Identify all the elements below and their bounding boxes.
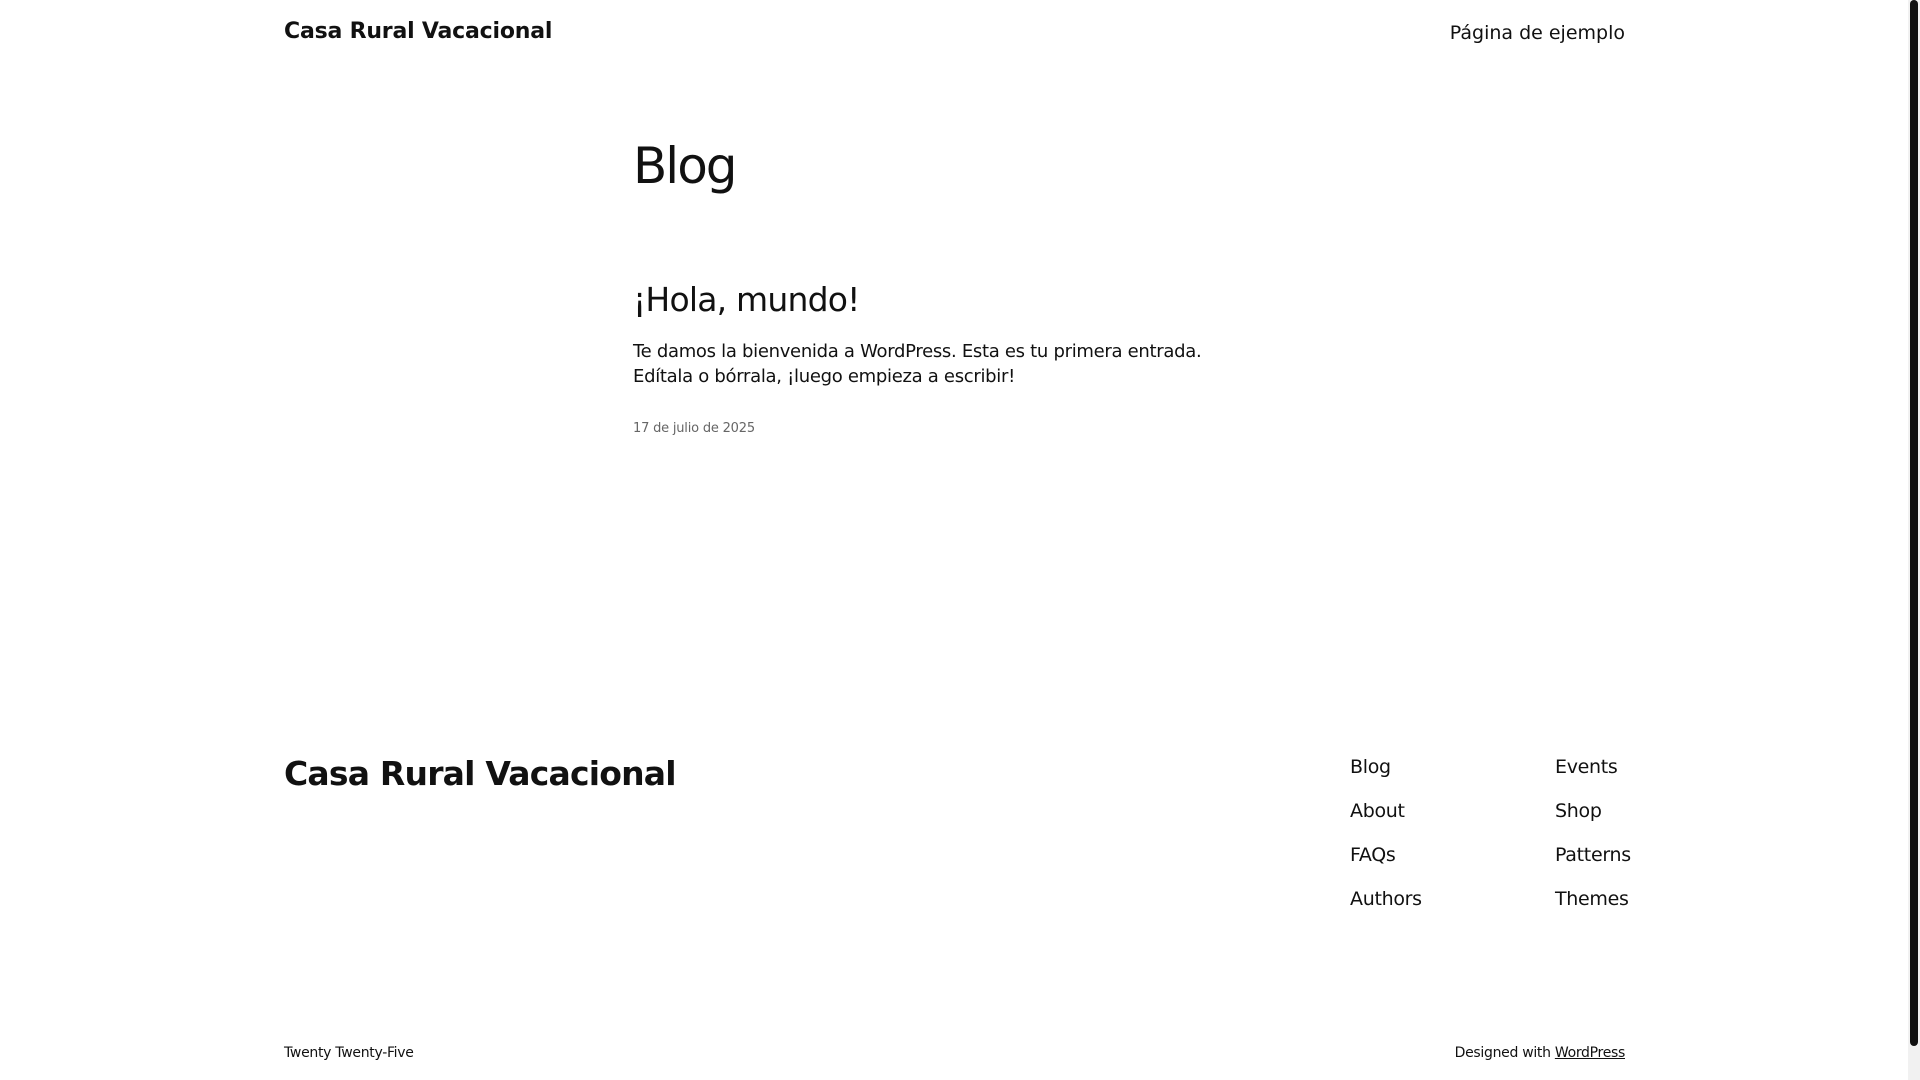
- scrollbar-thumb[interactable]: [1910, 0, 1918, 1046]
- designed-with-label: Designed with: [1454, 1045, 1551, 1061]
- footer-site-title-link[interactable]: Casa Rural Vacacional: [284, 754, 676, 793]
- page-title: Blog: [633, 137, 736, 195]
- footer-link-shop[interactable]: Shop: [1555, 800, 1602, 822]
- footer-link-blog[interactable]: Blog: [1350, 756, 1391, 778]
- site-title-link[interactable]: Casa Rural Vacacional: [284, 19, 553, 44]
- footer-link-about[interactable]: About: [1350, 800, 1405, 822]
- post-excerpt: Te damos la bienvenida a WordPress. Esta es tu primera entrada. Edítala o bórrala, ¡luego empieza a escribir!: [633, 341, 1202, 387]
- wordpress-link[interactable]: WordPress: [1554, 1045, 1625, 1061]
- footer-link-faqs[interactable]: FAQs: [1350, 844, 1396, 866]
- post-date-link[interactable]: 17 de julio de 2025: [633, 421, 755, 436]
- footer-link-authors[interactable]: Authors: [1350, 888, 1422, 910]
- footer-nav-column-2: [1555, 756, 1631, 910]
- vertical-scrollbar[interactable]: [1908, 0, 1920, 1080]
- footer-link-events[interactable]: Events: [1555, 756, 1618, 778]
- designed-with-credit: [1455, 1045, 1625, 1061]
- footer-nav-column-1: [1350, 756, 1422, 910]
- theme-credit: Twenty Twenty-Five: [284, 1045, 414, 1061]
- footer-link-patterns[interactable]: Patterns: [1555, 844, 1631, 866]
- post-title-link[interactable]: ¡Hola, mundo!: [633, 280, 860, 319]
- nav-link-sample-page[interactable]: Página de ejemplo: [1449, 22, 1625, 44]
- footer-link-themes[interactable]: Themes: [1555, 888, 1629, 910]
